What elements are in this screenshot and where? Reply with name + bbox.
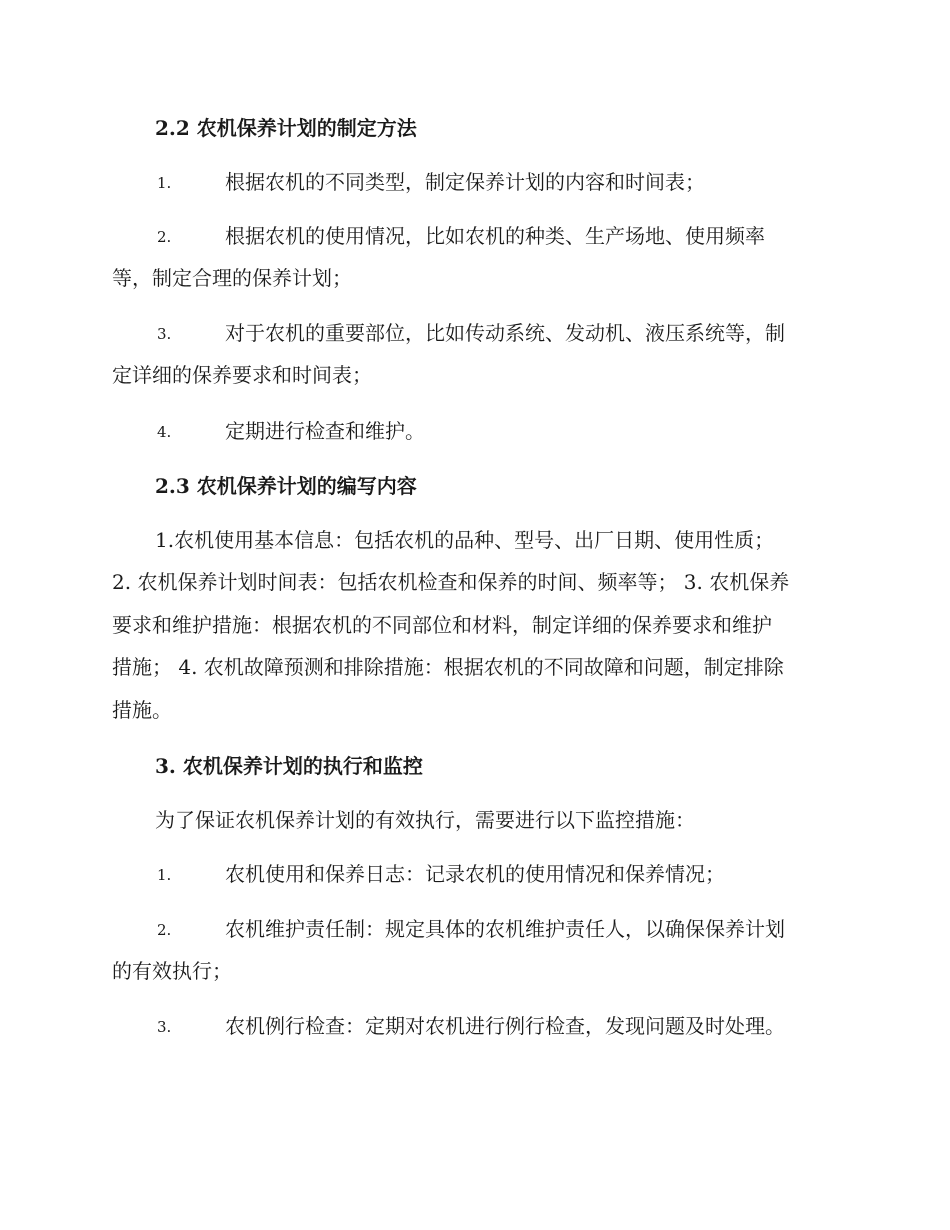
list-item-continuation: 定详细的保养要求和时间表； (112, 363, 372, 387)
list-item-text: 农机维护责任制：规定具体的农机维护责任人，以确保保养计划 (225, 917, 785, 941)
section-heading-2-3: 2.3 农机保养计划的编写内容 (155, 474, 417, 498)
list-item-text: 根据农机的不同类型，制定保养计划的内容和时间表； (225, 170, 705, 194)
section-heading-2-2: 2.2 农机保养计划的制定方法 (155, 116, 417, 140)
paragraph-line: 措施。 (112, 698, 172, 722)
list-item-number: 1. (157, 174, 172, 192)
list-item-text: 农机使用和保养日志：记录农机的使用情况和保养情况； (225, 862, 725, 886)
paragraph-line: 1.农机使用基本信息：包括农机的品种、型号、出厂日期、使用性质； (155, 528, 775, 552)
section-intro: 为了保证农机保养计划的有效执行，需要进行以下监控措施： (155, 808, 695, 832)
list-item-text: 对于农机的重要部位，比如传动系统、发动机、液压系统等，制 (225, 321, 785, 345)
list-item-number: 3. (157, 325, 172, 343)
list-item-number: 2. (157, 921, 172, 939)
list-item-text: 农机例行检查：定期对农机进行例行检查，发现问题及时处理。 (225, 1014, 785, 1038)
list-item-continuation: 的有效执行； (112, 959, 232, 983)
list-item-number: 3. (157, 1018, 172, 1036)
section-heading-3: 3. 农机保养计划的执行和监控 (155, 754, 423, 778)
list-item-number: 1. (157, 866, 172, 884)
list-item-number: 2. (157, 228, 172, 246)
paragraph-line: 措施； 4. 农机故障预测和排除措施：根据农机的不同故障和问题，制定排除 (112, 655, 784, 679)
list-item-text: 根据农机的使用情况，比如农机的种类、生产场地、使用频率 (225, 224, 765, 248)
paragraph-line: 要求和维护措施：根据农机的不同部位和材料，制定详细的保养要求和维护 (112, 613, 772, 637)
list-item-continuation: 等，制定合理的保养计划； (112, 266, 352, 290)
list-item-number: 4. (157, 423, 172, 441)
paragraph-line: 2. 农机保养计划时间表：包括农机检查和保养的时间、频率等； 3. 农机保养 (112, 570, 790, 594)
list-item-text: 定期进行检查和维护。 (225, 419, 425, 443)
